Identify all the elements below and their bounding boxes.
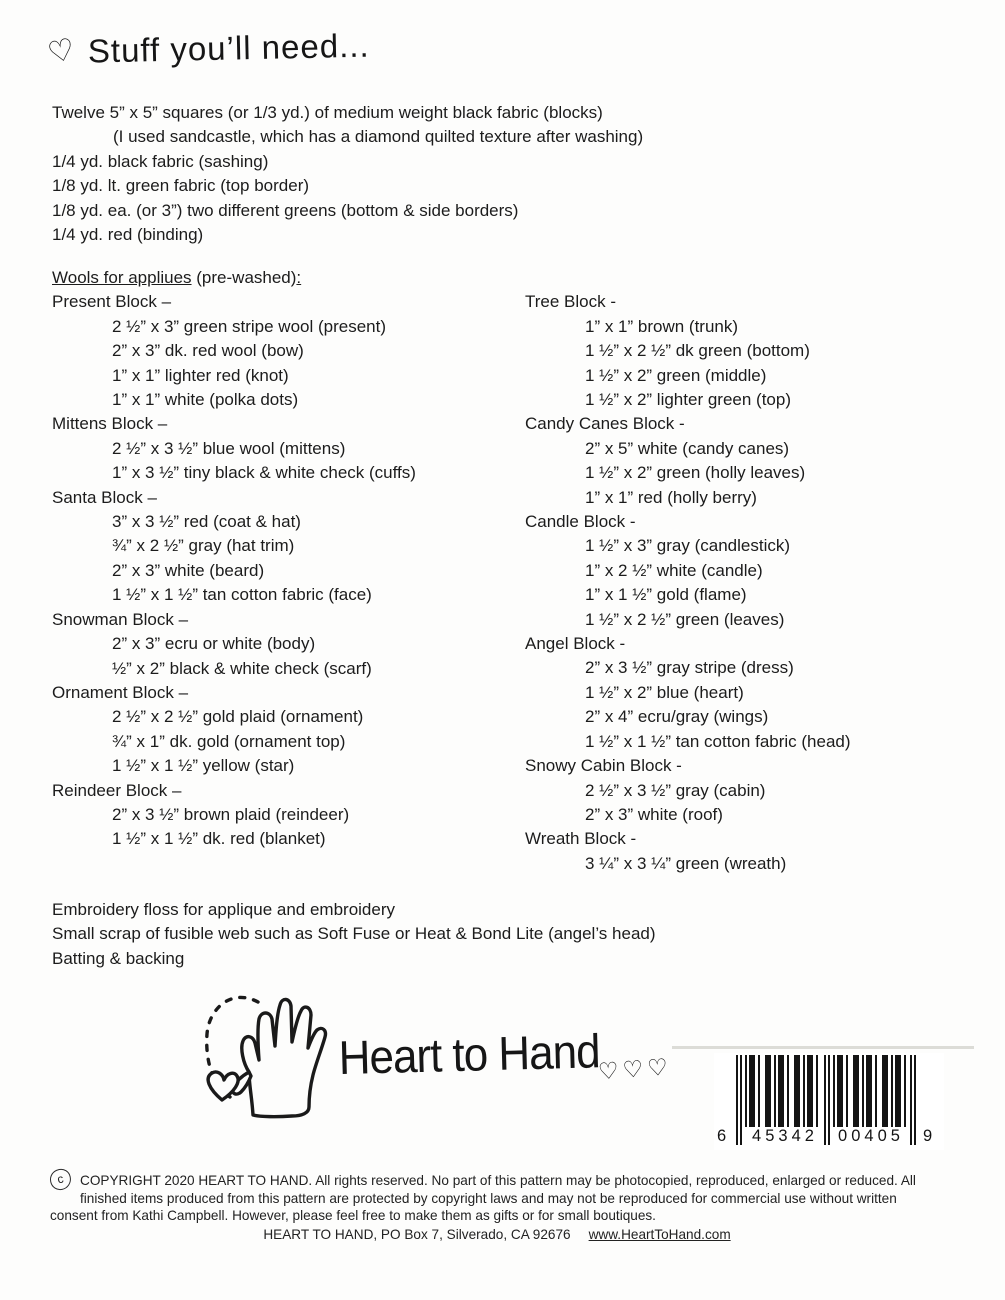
wool-line: ¾” x 1” dk. gold (ornament top): [112, 731, 346, 751]
wool-line: 2 ½” x 3 ½” blue wool (mittens): [112, 438, 346, 458]
wools-right-column: [525, 290, 995, 876]
block-heading: Present Block –: [52, 292, 172, 312]
wool-line: 2” x 3 ½” brown plaid (reindeer): [112, 804, 350, 824]
fabric-requirement-line: Twelve 5” x 5” squares (or 1/3 yd.) of medium weight black fabric (blocks): [52, 103, 603, 122]
barcode-bars: [745, 1055, 823, 1127]
barcode-digits-group1: 45342: [752, 1127, 818, 1145]
wool-line: 2 ½” x 3” green stripe wool (present): [112, 316, 387, 336]
scan-artifact-line: [672, 1046, 974, 1049]
wool-line: 2” x 3 ½” gray stripe (dress): [585, 658, 794, 678]
wools-heading: [52, 266, 522, 290]
wool-line: 2” x 3” white (beard): [112, 560, 265, 580]
wool-line: 1 ½” x 1 ½” tan cotton fabric (face): [112, 585, 372, 605]
fabric-requirement-line: 1/8 yd. lt. green fabric (top border): [52, 176, 310, 196]
heart-icon: ♡: [44, 32, 80, 71]
wool-line: 1 ½” x 3” gray (candlestick): [585, 536, 791, 556]
wool-line: 2” x 5” white (candy canes): [585, 438, 790, 458]
wool-line: 1 ½” x 2 ½” green (leaves): [585, 609, 785, 629]
block-heading: Reindeer Block –: [52, 780, 182, 800]
hand-logo-icon: [196, 986, 338, 1126]
page-title: [44, 26, 370, 72]
barcode-guard-bars: [824, 1055, 832, 1145]
block-heading: Santa Block –: [52, 487, 157, 507]
wools-left-lines: [52, 290, 522, 851]
supply-note-line: Embroidery floss for applique and embroidery: [52, 900, 396, 919]
publisher-address: HEART TO HAND, PO Box 7, Silverado, CA 92676: [263, 1226, 571, 1242]
wool-line: 1 ½” x 2” lighter green (top): [585, 390, 791, 410]
barcode-digit-right: 9: [923, 1127, 933, 1145]
wool-line: 1” x 1” white (polka dots): [112, 390, 299, 410]
wool-line: 1” x 1 ½” gold (flame): [585, 585, 747, 605]
website-link[interactable]: www.HeartToHand.com: [588, 1226, 731, 1242]
wool-line: 3 ¼” x 3 ¼” green (wreath): [585, 853, 787, 873]
wool-line: 1 ½” x 2” green (middle): [585, 365, 767, 385]
barcode-guard-bars: [910, 1055, 918, 1145]
wool-line: 2” x 3” ecru or white (body): [112, 634, 316, 654]
fabric-requirement-line: 1/4 yd. black fabric (sashing): [52, 151, 269, 171]
block-heading: Candy Canes Block -: [525, 414, 685, 434]
wool-line: 3” x 3 ½” red (coat & hat): [112, 512, 301, 532]
wool-line: 1” x 3 ½” tiny black & white check (cuffs): [112, 463, 416, 483]
wool-line: 1 ½” x 2” blue (heart): [585, 682, 744, 702]
wool-line: 1 ½” x 2 ½” dk green (bottom): [585, 341, 810, 361]
block-heading: Angel Block -: [525, 634, 626, 654]
wool-line: 1” x 1” lighter red (knot): [112, 365, 289, 385]
upc-barcode: [714, 1053, 944, 1150]
additional-supplies-list: [52, 898, 656, 971]
wools-heading-colon: :: [296, 268, 302, 287]
wool-line: 2” x 3” dk. red wool (bow): [112, 341, 304, 361]
wool-line: 1” x 2 ½” white (candle): [585, 560, 763, 580]
block-heading: Candle Block -: [525, 512, 636, 532]
wools-heading-underlined: Wools for appliues: [52, 268, 192, 287]
wool-line: 1 ½” x 2” green (holly leaves): [585, 463, 806, 483]
copyright-notice: [50, 1172, 944, 1243]
block-heading: Snowy Cabin Block -: [525, 756, 682, 776]
barcode-guard-bars: [736, 1055, 744, 1145]
wool-line: 1 ½” x 1 ½” tan cotton fabric (head): [585, 731, 851, 751]
wools-heading-rest: (pre-washed): [191, 268, 297, 287]
supply-note-line: Small scrap of fusible web such as Soft Fuse or Heat & Bond Lite (angel’s head): [52, 924, 656, 944]
wool-line: 1 ½” x 1 ½” yellow (star): [112, 756, 295, 776]
wools-left-column: [52, 266, 522, 852]
copyright-body-text: COPYRIGHT 2020 HEART TO HAND. All rights reserved. No part of this pattern may be photocopied, reproduced, enlarged or reduced. All finished items produced from this pattern are protected by copyright laws and may not be reproduced for commercial use without written consent from Kathi Campbell. However, please feel free to make them as gifts or for small boutiques.: [50, 1173, 916, 1224]
block-heading: Ornament Block –: [52, 682, 189, 702]
copyright-symbol-icon: c: [48, 1167, 73, 1192]
wool-line: 2” x 4” ecru/gray (wings): [585, 707, 769, 727]
supply-note-line: Batting & backing: [52, 948, 185, 968]
wool-line: ½” x 2” black & white check (scarf): [112, 658, 372, 678]
fabric-requirement-line: 1/8 yd. ea. (or 3”) two different greens (bottom & side borders): [52, 200, 519, 220]
page-title-text: Stuff you’ll need...: [87, 26, 370, 70]
barcode-digits-group2: 00405: [838, 1127, 904, 1145]
wool-line: 2 ½” x 2 ½” gold plaid (ornament): [112, 707, 364, 727]
logo-text: Heart to Hand: [338, 1025, 601, 1085]
block-heading: Wreath Block -: [525, 829, 637, 849]
hearts-icon: ♡♡♡: [597, 1053, 673, 1085]
wool-line: 2 ½” x 3 ½” gray (cabin): [585, 780, 766, 800]
block-heading: Tree Block -: [525, 292, 617, 312]
wool-line: 1” x 1” red (holly berry): [585, 487, 757, 507]
fabric-requirement-line: 1/4 yd. red (binding): [52, 225, 204, 245]
block-heading: Snowman Block –: [52, 609, 189, 629]
fabric-requirement-line: (I used sandcastle, which has a diamond quilted texture after washing): [113, 127, 644, 147]
wool-line: 2” x 3” white (roof): [585, 804, 723, 824]
publisher-address-line: [50, 1226, 944, 1244]
block-heading: Mittens Block –: [52, 414, 168, 434]
wool-line: 1” x 1” brown (trunk): [585, 316, 739, 336]
barcode-bars: [833, 1055, 909, 1127]
fabric-requirements-list: [52, 101, 643, 247]
wool-line: 1 ½” x 1 ½” dk. red (blanket): [112, 829, 326, 849]
barcode-digit-left: 6: [717, 1127, 727, 1145]
wool-line: ¾” x 2 ½” gray (hat trim): [112, 536, 295, 556]
